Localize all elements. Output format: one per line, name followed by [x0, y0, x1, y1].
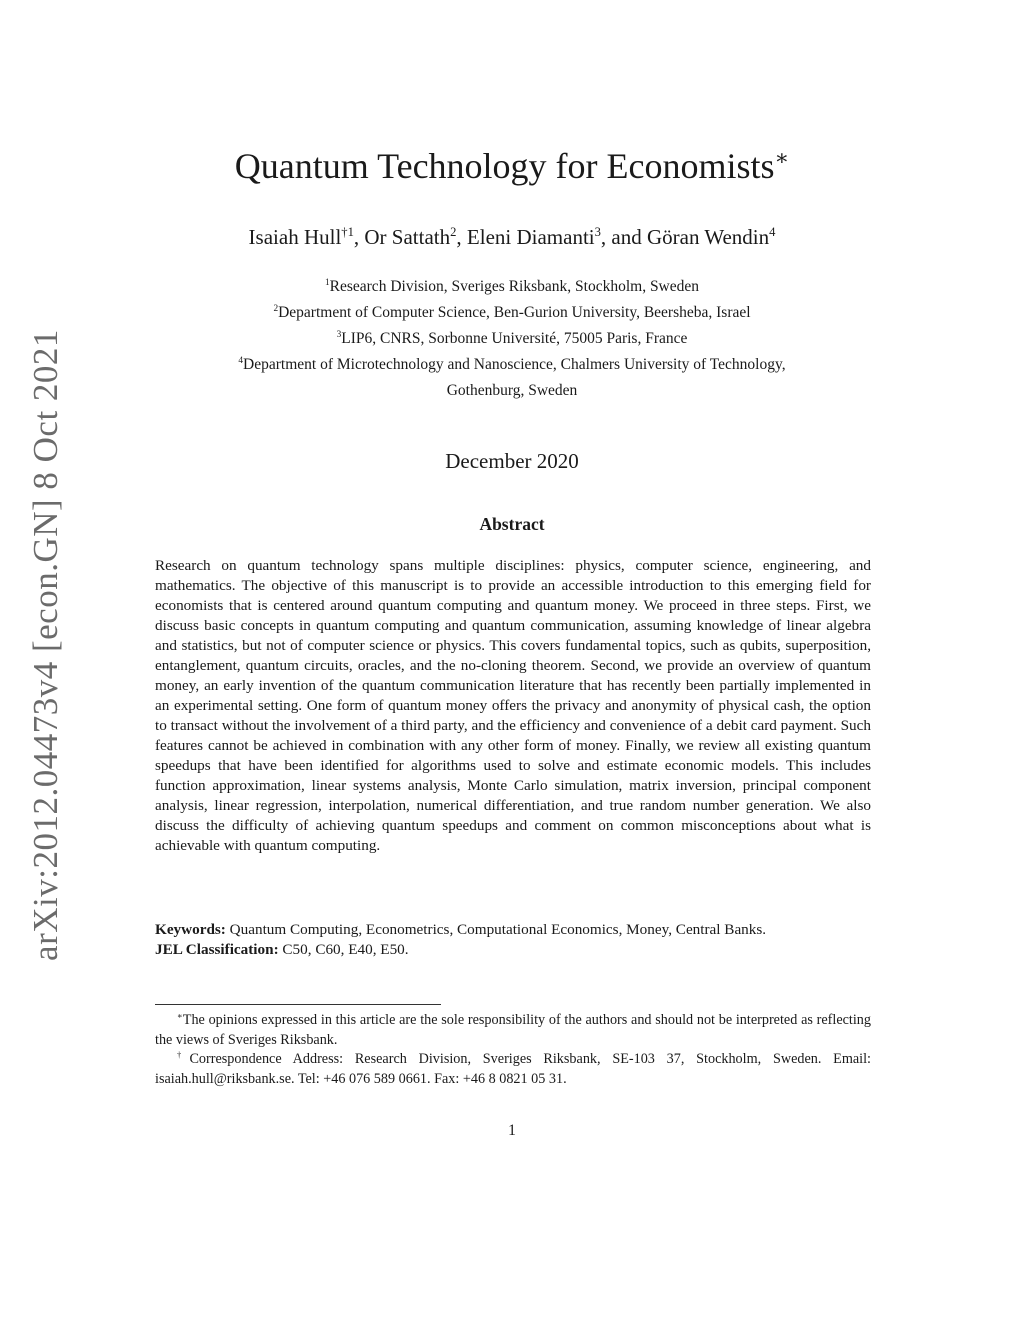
affiliation-line — [0, 300, 1024, 326]
affiliation-line — [0, 326, 1024, 352]
author-name: Isaiah Hull — [248, 225, 342, 249]
arxiv-identifier-text: arXiv:2012.04473v4 [econ.GN] 8 Oct 2021 — [26, 329, 66, 961]
affiliation-mark: 3 — [336, 329, 342, 340]
footnote-mark: † — [177, 1049, 190, 1060]
affiliation-text: Department of Computer Science, Ben-Gurion University, Beersheba, Israel — [278, 304, 751, 321]
affiliation-line — [0, 274, 1024, 300]
keywords-line — [155, 920, 885, 940]
affiliation-text: Research Division, Sveriges Riksbank, Stockholm, Sweden — [329, 278, 700, 295]
footnote-mark: ∗ — [177, 1010, 183, 1021]
title-footnote-mark: ∗ — [774, 146, 790, 170]
author-separator: , — [456, 225, 467, 249]
paper-title — [0, 142, 1024, 190]
affiliation-mark: 4 — [238, 355, 244, 366]
keywords-text: Quantum Computing, Econometrics, Computational Economics, Money, Central Banks. — [225, 921, 767, 938]
jel-line — [155, 940, 885, 960]
affiliation-mark: 1 — [324, 277, 330, 288]
publication-date: December 2020 — [445, 449, 579, 473]
abstract-heading: Abstract — [479, 514, 545, 534]
author-affiliation-mark: 4 — [769, 225, 776, 239]
author-list — [0, 222, 1024, 252]
affiliation-text: Department of Microtechnology and Nanoscience, Chalmers University of Technology, — [243, 356, 786, 373]
affiliation-text: Gothenburg, Sweden — [446, 382, 578, 399]
footnotes — [155, 1011, 871, 1089]
author-affiliation-mark: †1 — [341, 225, 354, 239]
footnote — [155, 1011, 871, 1050]
paper-title-text: Quantum Technology for Economists — [234, 146, 775, 186]
affiliation-line — [0, 352, 1024, 378]
affiliation-line — [0, 378, 1024, 404]
author-name: Eleni Diamanti — [466, 225, 595, 249]
footnote-divider — [155, 1004, 441, 1005]
page-number: 1 — [508, 1122, 516, 1139]
author-name: Göran Wendin — [647, 225, 770, 249]
author-affiliation-mark: 2 — [450, 225, 457, 239]
footnote-text: Correspondence Address: Research Division, Sveriges Riksbank, SE-103 37, Stockholm, Sweden. Email: isaiah.hull@riksbank.se. Tel: +46 076 589 0661. Fax: +46 8 0821 05 31. — [155, 1051, 871, 1087]
keywords-block — [155, 920, 885, 960]
arxiv-identifier-stamp — [26, 329, 66, 961]
author-affiliation-mark: 3 — [594, 225, 601, 239]
jel-text: C50, C60, E40, E50. — [278, 941, 409, 958]
affiliation-list — [0, 274, 1024, 404]
author-separator: , — [353, 225, 365, 249]
keywords-label: Keywords: — [155, 921, 226, 938]
affiliation-mark: 2 — [273, 303, 279, 314]
footnote — [155, 1050, 871, 1089]
affiliation-text: LIP6, CNRS, Sorbonne Université, 75005 Paris, France — [341, 330, 688, 347]
author-separator: , and — [600, 225, 647, 249]
jel-label: JEL Classification: — [155, 941, 279, 958]
footnote-text: The opinions expressed in this article are the sole responsibility of the authors and should not be interpreted as reflecting the views of Sveriges Riksbank. — [155, 1012, 871, 1048]
author-name: Or Sattath — [364, 225, 451, 249]
abstract-body: Research on quantum technology spans multiple disciplines: physics, computer science, engineering, and mathematics. The objective of this manuscript is to provide an accessible introduction to this emerging field for economists that is centered around quantum computing and quantum money. We proceed in three steps. First, we discuss basic concepts in quantum computing and quantum communication, assuming knowledge of linear algebra and statistics, but not of computer science or physics. This covers fundamental topics, such as qubits, superposition, entanglement, quantum circuits, oracles, and the no-cloning theorem. Second, we provide an overview of quantum money, an early invention of the quantum communication literature that has recently been partially implemented in an experimental setting. One form of quantum money offers the privacy and anonymity of physical cash, the option to transact without the involvement of a third party, and the efficiency and convenience of a debit card payment. Such features cannot be achieved in combination with any other form of money. Finally, we review all existing quantum speedups that have been identified for algorithms used to solve and estimate economic models. This includes function approximation, linear systems analysis, Monte Carlo simulation, matrix inversion, principal component analysis, linear regression, interpolation, numerical differentiation, and true random number generation. We also discuss the difficulty of achieving quantum speedups and comment on common misconceptions about what is achievable with quantum computing. — [155, 557, 871, 854]
